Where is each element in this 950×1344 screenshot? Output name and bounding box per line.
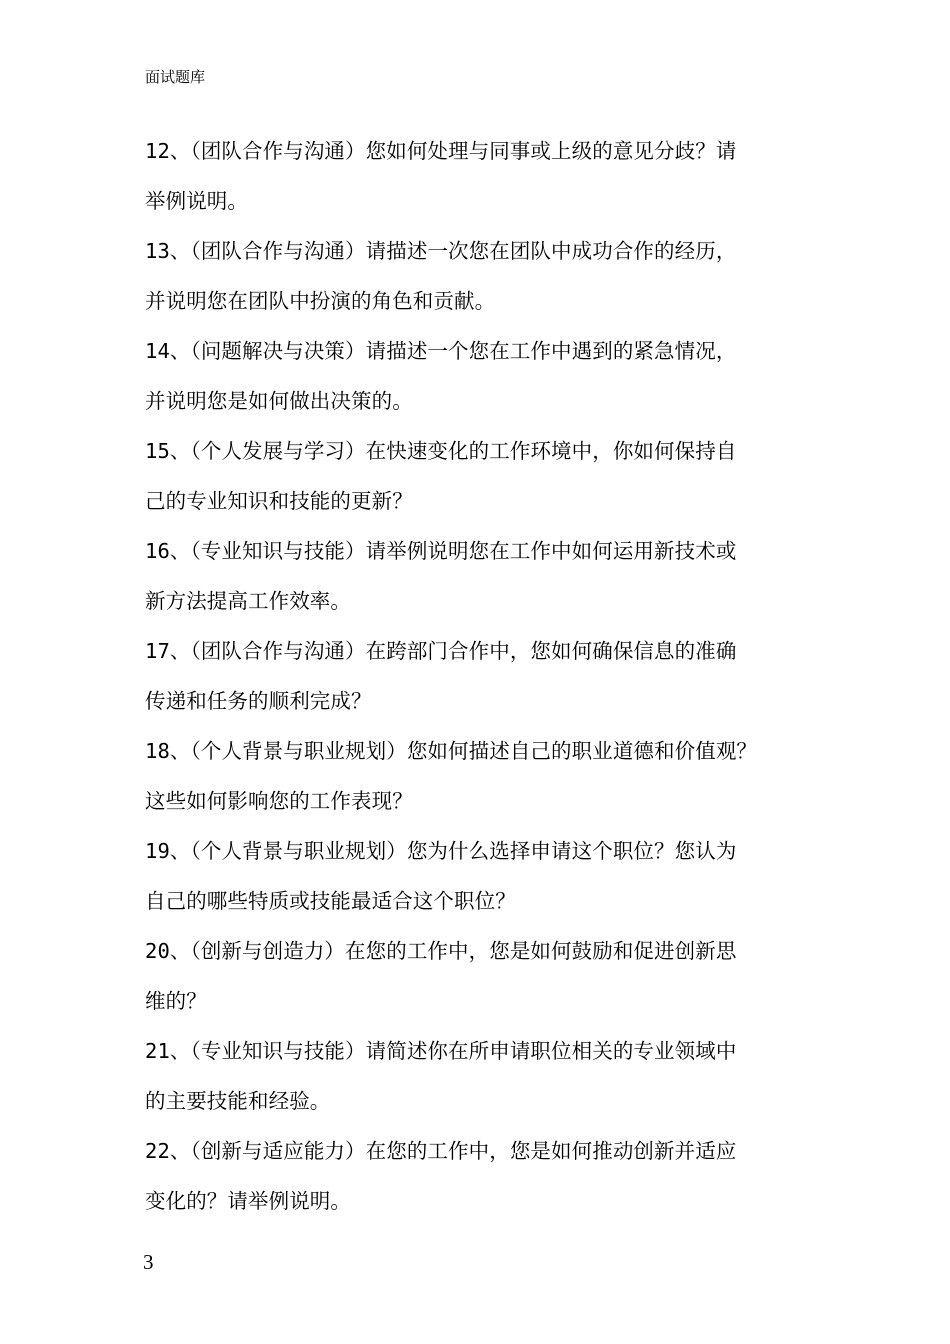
question-line: 16、（专业知识与技能）请举例说明您在工作中如何运用新技术或 bbox=[145, 539, 737, 563]
question-line: 15、（个人发展与学习）在快速变化的工作环境中，你如何保持自 bbox=[145, 439, 737, 463]
question-line: 12、（团队合作与沟通）您如何处理与同事或上级的意见分歧？请 bbox=[145, 139, 737, 163]
question-line: 20、（创新与创造力）在您的工作中，您是如何鼓励和促进创新思 bbox=[145, 939, 737, 963]
question-line: 这些如何影响您的工作表现？ bbox=[145, 789, 413, 813]
question-line: 13、（团队合作与沟通）请描述一次您在团队中成功合作的经历， bbox=[145, 239, 737, 263]
question-item bbox=[145, 1026, 835, 1126]
question-line: 19、（个人背景与职业规划）您为什么选择申请这个职位？您认为 bbox=[145, 839, 737, 863]
question-line: 举例说明。 bbox=[145, 189, 248, 213]
question-item bbox=[145, 426, 835, 526]
question-line: 21、（专业知识与技能）请简述你在所申请职位相关的专业领域中 bbox=[145, 1039, 737, 1063]
question-item bbox=[145, 126, 835, 226]
question-line: 18、（个人背景与职业规划）您如何描述自己的职业道德和价值观？ bbox=[145, 739, 758, 763]
question-item bbox=[145, 726, 835, 826]
question-line: 的主要技能和经验。 bbox=[145, 1089, 331, 1113]
question-line: 新方法提高工作效率。 bbox=[145, 589, 351, 613]
question-line: 维的？ bbox=[145, 989, 207, 1013]
document-header: 面试题库 bbox=[145, 68, 206, 86]
question-line: 己的专业知识和技能的更新？ bbox=[145, 489, 413, 513]
question-item bbox=[145, 826, 835, 926]
question-line: 自己的哪些特质或技能最适合这个职位？ bbox=[145, 889, 516, 913]
question-item bbox=[145, 626, 835, 726]
question-item bbox=[145, 1126, 835, 1226]
question-line: 14、（问题解决与决策）请描述一个您在工作中遇到的紧急情况， bbox=[145, 339, 737, 363]
question-line: 并说明您在团队中扮演的角色和贡献。 bbox=[145, 289, 496, 313]
question-item bbox=[145, 326, 835, 426]
question-item bbox=[145, 226, 835, 326]
question-item bbox=[145, 926, 835, 1026]
page-number: 3 bbox=[143, 1250, 154, 1274]
question-item bbox=[145, 526, 835, 626]
question-list bbox=[145, 126, 835, 1226]
question-line: 变化的？请举例说明。 bbox=[145, 1189, 351, 1213]
question-line: 17、（团队合作与沟通）在跨部门合作中，您如何确保信息的准确 bbox=[145, 639, 737, 663]
question-line: 传递和任务的顺利完成？ bbox=[145, 689, 372, 713]
question-line: 22、（创新与适应能力）在您的工作中，您是如何推动创新并适应 bbox=[145, 1139, 737, 1163]
question-line: 并说明您是如何做出决策的。 bbox=[145, 389, 413, 413]
